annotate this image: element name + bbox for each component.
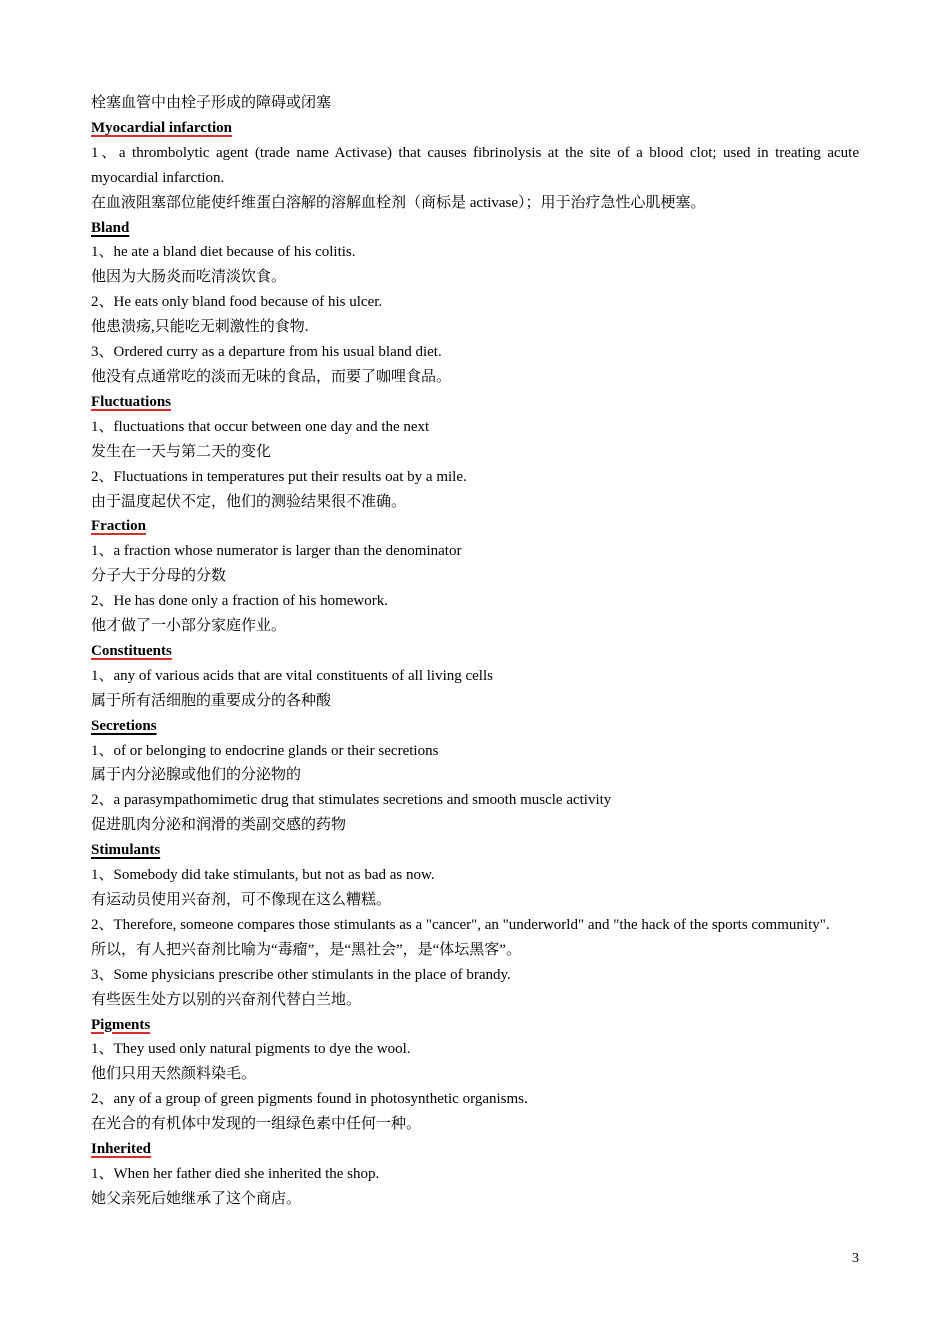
entry-term: Myocardial infarction	[91, 119, 232, 136]
entry-term: Fraction	[91, 518, 146, 535]
entry-example-en: 1、They used only natural pigments to dye the wool.	[91, 1041, 411, 1058]
entry-example-en: 1、fluctuations that occur between one day and the next	[91, 418, 430, 435]
entry-example-zh: 促进肌肉分泌和润滑的类副交感的药物	[91, 817, 347, 834]
entry-example-zh: 有运动员使用兴奋剂，可不像现在这么糟糕。	[91, 892, 392, 908]
entry-term: Inherited	[91, 1141, 151, 1158]
entry-example-zh: 发生在一天与第二天的变化	[91, 443, 272, 460]
entry-term-line	[91, 838, 859, 863]
entry-example-zh: 他才做了一小部分家庭作业。	[91, 618, 287, 635]
entry-example-en: 3、Ordered curry as a departure from his usual bland diet.	[91, 344, 442, 361]
entry-term: Secretions	[91, 717, 157, 734]
page-number: 3	[852, 1251, 859, 1266]
intro-line: 栓塞血管中由栓子形成的障碍或闭塞	[91, 95, 332, 111]
entry-example-en: 1、When her father died she inherited the shop.	[91, 1165, 380, 1182]
entry-example-zh: 他因为大肠炎而吃清淡饮食。	[91, 269, 287, 286]
entry-example-en: 2、Therefore, someone compares those stimulants as a "cancer", an "underworld" and "the hack of the sports community".	[91, 916, 830, 933]
entry-example-zh: 由于温度起伏不定，他们的测验结果很不准确。	[91, 493, 407, 510]
entry-term: Bland	[91, 219, 130, 236]
entry-example-zh: 所以，有人把兴奋剂比喻为“毒瘤”，是“黑社会”，是“体坛黑客”。	[91, 941, 521, 958]
entry-example-zh: 有些医生处方以别的兴奋剂代替白兰地。	[91, 991, 362, 1008]
entry-term-line	[91, 116, 859, 141]
entry-example-en: 3、Some physicians prescribe other stimulants in the place of brandy.	[91, 966, 511, 983]
entry-term: Constituents	[91, 642, 172, 659]
entry-example-en: 2、any of a group of green pigments found in photosynthetic organisms.	[91, 1091, 528, 1108]
entry-example-en: 1、Somebody did take stimulants, but not as bad as now.	[91, 867, 435, 884]
entry-term-line	[91, 514, 859, 539]
entry-term: Pigments	[91, 1016, 151, 1033]
entry-term: Fluctuations	[91, 393, 172, 410]
document-page	[91, 91, 859, 1212]
entry-term-line	[91, 714, 859, 739]
entry-term: Stimulants	[91, 842, 161, 859]
entry-example-zh: 在光合的有机体中发现的一组绿色素中任何一种。	[91, 1116, 422, 1133]
entry-example-zh: 属于所有活细胞的重要成分的各种酸	[91, 692, 332, 709]
entry-term-line	[91, 390, 859, 415]
entry-term-line	[91, 1137, 859, 1162]
entry-term-line	[91, 216, 859, 241]
entry-example-zh: 属于内分泌腺或他们的分泌物的	[91, 767, 302, 784]
entry-example-en: 2、He has done only a fraction of his homework.	[91, 593, 389, 610]
entry-example-zh: 他们只用天然颜料染毛。	[91, 1066, 257, 1083]
entry-example-en: 1、any of various acids that are vital constituents of all living cells	[91, 667, 493, 684]
entry-example-en: 2、He eats only bland food because of his ulcer.	[91, 294, 383, 311]
entry-example-zh: 分子大于分母的分数	[91, 568, 227, 585]
entry-example-en: 1、he ate a bland diet because of his colitis.	[91, 244, 356, 261]
entry-example-en: 1、a thrombolytic agent (trade name Activase) that causes fibrinolysis at the site of a blood clot; used in treating acute myocardial infarction.	[91, 144, 859, 186]
entry-term-line	[91, 639, 859, 664]
entry-example-en: 1、of or belonging to endocrine glands or their secretions	[91, 742, 439, 759]
entry-example-en: 2、a parasympathomimetic drug that stimulates secretions and smooth muscle activity	[91, 792, 612, 809]
entry-example-en: 1、a fraction whose numerator is larger than the denominator	[91, 543, 462, 560]
entry-example-zh: 她父亲死后她继承了这个商店。	[91, 1190, 302, 1207]
entry-example-zh: 他患溃疡,只能吃无刺激性的食物.	[91, 319, 309, 336]
entry-example-en: 2、Fluctuations in temperatures put their results oat by a mile.	[91, 468, 467, 485]
entry-example-zh: 他没有点通常吃的淡而无味的食品，而要了咖哩食品。	[91, 368, 452, 385]
entry-term-line	[91, 1013, 859, 1038]
entry-example-zh: 在血液阻塞部位能使纤维蛋白溶解的溶解血栓剂（商标是 activase）；用于治疗急性心肌梗塞。	[91, 194, 706, 211]
